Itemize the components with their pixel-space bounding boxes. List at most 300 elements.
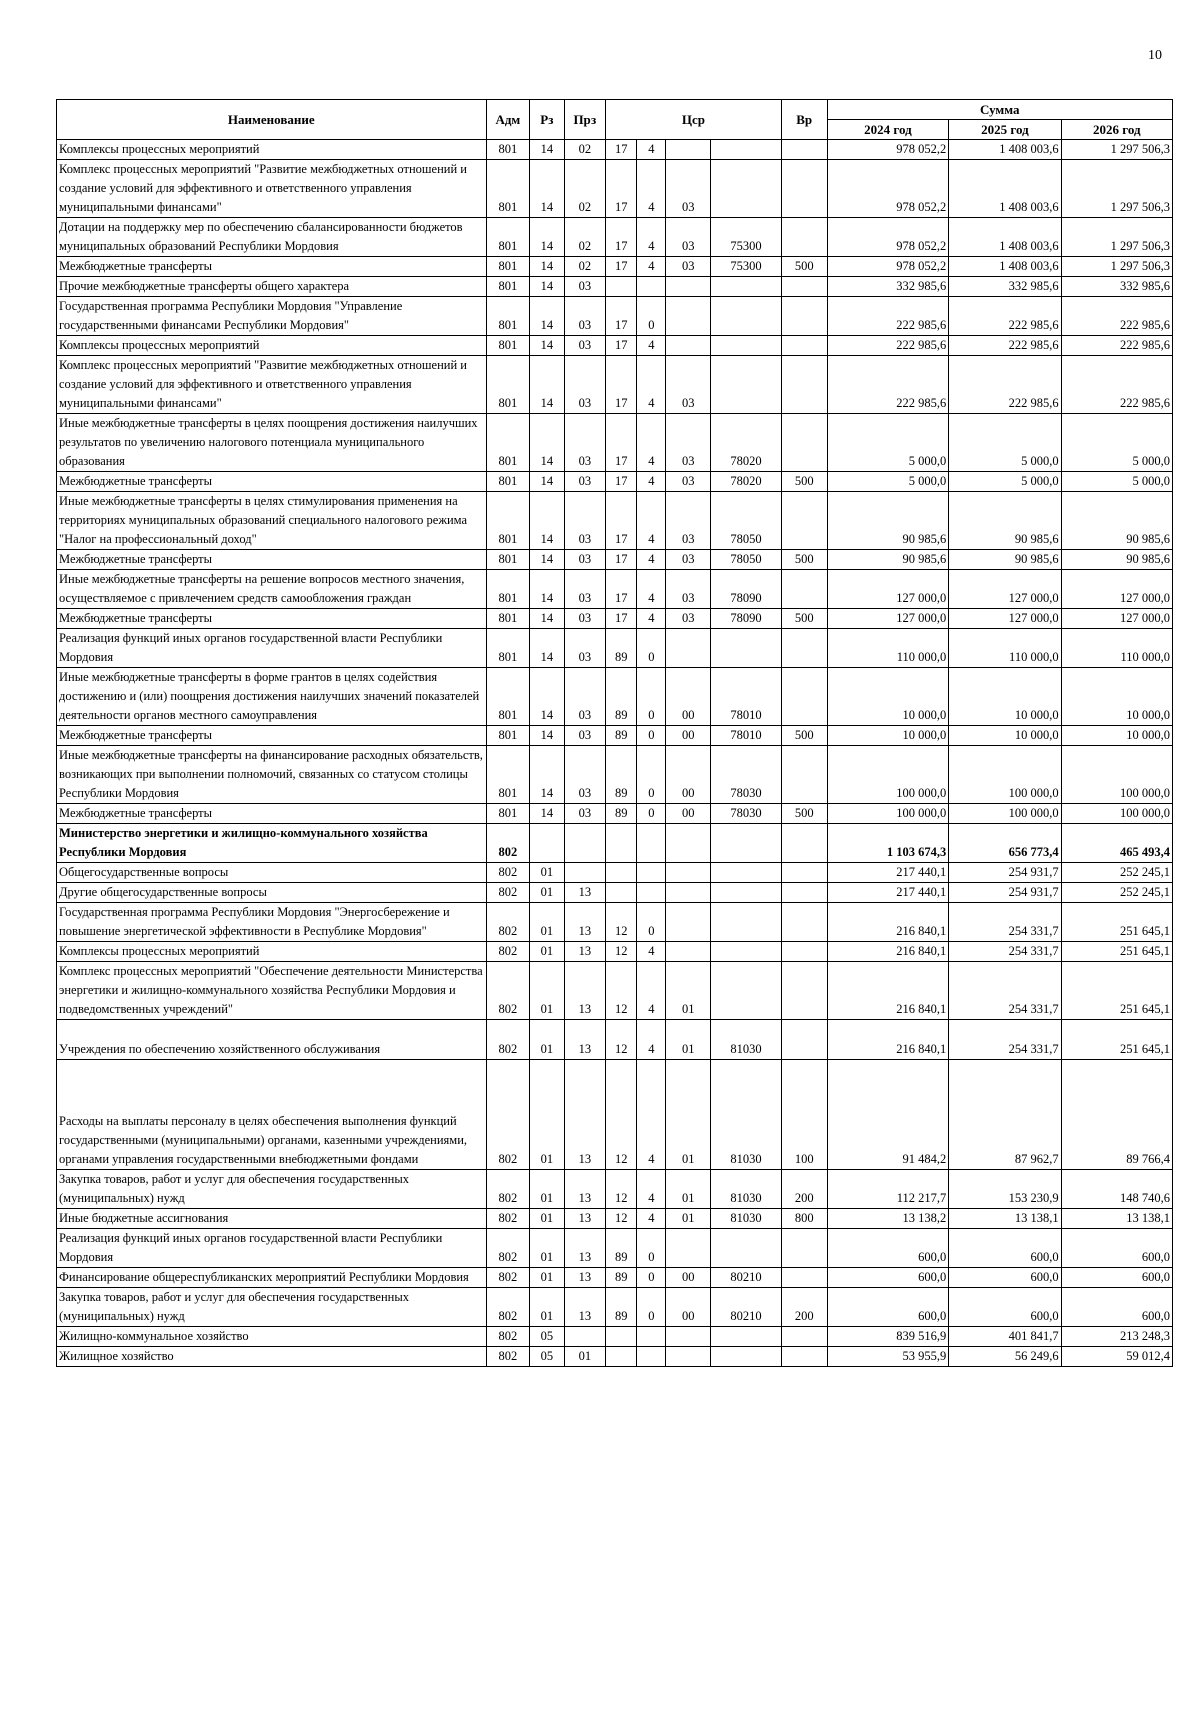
- row-sum-2025: 90 985,6: [949, 550, 1061, 570]
- row-sum-2025: 1 408 003,6: [949, 160, 1061, 218]
- table-row: [57, 356, 1173, 414]
- row-prz: 03: [564, 550, 606, 570]
- row-csr-structure: [666, 1327, 711, 1347]
- row-csr-program: 12: [606, 942, 637, 962]
- row-prz: 13: [564, 1288, 606, 1327]
- row-sum-2024: 10 000,0: [827, 668, 949, 726]
- row-csr-structure: [666, 824, 711, 863]
- row-csr-type: 0: [637, 804, 666, 824]
- row-sum-2025: 100 000,0: [949, 804, 1061, 824]
- row-sum-2025: 90 985,6: [949, 492, 1061, 550]
- row-sum-2025: 110 000,0: [949, 629, 1061, 668]
- row-sum-2026: 13 138,1: [1061, 1209, 1172, 1229]
- row-vr: [781, 668, 827, 726]
- row-vr: [781, 218, 827, 257]
- row-rz: 01: [530, 1060, 564, 1170]
- row-prz: 03: [564, 668, 606, 726]
- table-row: [57, 1288, 1173, 1327]
- row-csr-direction: [711, 629, 782, 668]
- row-prz: [564, 863, 606, 883]
- row-csr-type: 4: [637, 414, 666, 472]
- row-adm: 801: [486, 277, 530, 297]
- row-csr-structure: 01: [666, 1060, 711, 1170]
- row-rz: 01: [530, 1229, 564, 1268]
- row-csr-type: 4: [637, 160, 666, 218]
- row-sum-2024: 110 000,0: [827, 629, 949, 668]
- row-prz: 03: [564, 609, 606, 629]
- row-rz: 14: [530, 804, 564, 824]
- row-csr-direction: 78090: [711, 570, 782, 609]
- row-prz: 13: [564, 942, 606, 962]
- row-sum-2026: 10 000,0: [1061, 726, 1172, 746]
- row-sum-2025: 222 985,6: [949, 297, 1061, 336]
- row-sum-2025: 127 000,0: [949, 609, 1061, 629]
- row-csr-direction: 78090: [711, 609, 782, 629]
- row-prz: 01: [564, 1347, 606, 1367]
- row-rz: 05: [530, 1347, 564, 1367]
- row-prz: 03: [564, 472, 606, 492]
- row-csr-direction: 78010: [711, 726, 782, 746]
- row-csr-structure: [666, 903, 711, 942]
- row-name: Государственная программа Республики Мордовия "Управление государственными финансами Республики Мордовия": [57, 297, 487, 336]
- row-sum-2024: 222 985,6: [827, 297, 949, 336]
- row-csr-structure: 03: [666, 609, 711, 629]
- row-prz: 02: [564, 140, 606, 160]
- row-rz: 01: [530, 863, 564, 883]
- row-csr-structure: 00: [666, 746, 711, 804]
- row-csr-program: 17: [606, 160, 637, 218]
- row-sum-2024: 1 103 674,3: [827, 824, 949, 863]
- table-row: [57, 609, 1173, 629]
- row-adm: 802: [486, 1170, 530, 1209]
- row-prz: 03: [564, 804, 606, 824]
- row-csr-type: 4: [637, 257, 666, 277]
- row-vr: [781, 942, 827, 962]
- row-sum-2024: 600,0: [827, 1268, 949, 1288]
- row-sum-2026: 148 740,6: [1061, 1170, 1172, 1209]
- row-sum-2025: 10 000,0: [949, 726, 1061, 746]
- row-csr-structure: [666, 942, 711, 962]
- row-sum-2026: 100 000,0: [1061, 804, 1172, 824]
- table-row: [57, 746, 1173, 804]
- row-sum-2024: 978 052,2: [827, 257, 949, 277]
- row-rz: 14: [530, 277, 564, 297]
- row-csr-program: 12: [606, 962, 637, 1020]
- row-adm: 801: [486, 414, 530, 472]
- row-csr-structure: [666, 629, 711, 668]
- row-rz: 01: [530, 1020, 564, 1060]
- row-sum-2025: 1 408 003,6: [949, 140, 1061, 160]
- row-csr-structure: [666, 883, 711, 903]
- row-prz: 02: [564, 218, 606, 257]
- row-csr-direction: 81030: [711, 1209, 782, 1229]
- row-sum-2026: 252 245,1: [1061, 883, 1172, 903]
- row-csr-direction: 81030: [711, 1170, 782, 1209]
- row-sum-2026: 213 248,3: [1061, 1327, 1172, 1347]
- row-adm: 801: [486, 629, 530, 668]
- row-prz: 03: [564, 570, 606, 609]
- row-rz: 14: [530, 356, 564, 414]
- row-rz: 14: [530, 414, 564, 472]
- row-sum-2026: 600,0: [1061, 1288, 1172, 1327]
- row-csr-type: 4: [637, 472, 666, 492]
- row-prz: 13: [564, 1229, 606, 1268]
- row-sum-2024: 216 840,1: [827, 1020, 949, 1060]
- row-prz: [564, 1327, 606, 1347]
- row-csr-structure: 03: [666, 472, 711, 492]
- row-csr-type: 4: [637, 962, 666, 1020]
- row-csr-direction: 78030: [711, 746, 782, 804]
- row-sum-2026: 59 012,4: [1061, 1347, 1172, 1367]
- row-adm: 802: [486, 1347, 530, 1367]
- row-vr: [781, 570, 827, 609]
- table-row: [57, 257, 1173, 277]
- row-sum-2026: 100 000,0: [1061, 746, 1172, 804]
- row-name: Закупка товаров, работ и услуг для обеспечения государственных (муниципальных) нужд: [57, 1288, 487, 1327]
- row-sum-2024: 978 052,2: [827, 218, 949, 257]
- row-vr: [781, 1347, 827, 1367]
- row-csr-program: 17: [606, 570, 637, 609]
- table-row: [57, 863, 1173, 883]
- row-csr-direction: 81030: [711, 1020, 782, 1060]
- row-name: Финансирование общереспубликанских мероприятий Республики Мордовия: [57, 1268, 487, 1288]
- row-name: Межбюджетные трансферты: [57, 550, 487, 570]
- row-csr-direction: 78020: [711, 414, 782, 472]
- row-csr-type: 4: [637, 609, 666, 629]
- row-vr: [781, 414, 827, 472]
- row-vr: [781, 336, 827, 356]
- row-csr-program: 89: [606, 1268, 637, 1288]
- row-csr-structure: 01: [666, 1170, 711, 1209]
- row-name: Государственная программа Республики Мордовия "Энергосбережение и повышение энергетической эффективности в Республике Мордовия": [57, 903, 487, 942]
- row-rz: 14: [530, 297, 564, 336]
- row-sum-2025: 600,0: [949, 1288, 1061, 1327]
- table-row: [57, 414, 1173, 472]
- row-adm: 801: [486, 746, 530, 804]
- row-sum-2026: 10 000,0: [1061, 668, 1172, 726]
- row-adm: 801: [486, 492, 530, 550]
- row-rz: 14: [530, 140, 564, 160]
- row-sum-2025: 254 331,7: [949, 942, 1061, 962]
- header-name: Наименование: [57, 100, 487, 140]
- row-sum-2024: 100 000,0: [827, 804, 949, 824]
- header-sum: Сумма: [827, 100, 1172, 120]
- table-row: [57, 903, 1173, 942]
- row-adm: 801: [486, 609, 530, 629]
- row-csr-structure: 03: [666, 492, 711, 550]
- row-adm: 801: [486, 570, 530, 609]
- row-csr-direction: 75300: [711, 218, 782, 257]
- row-csr-direction: [711, 160, 782, 218]
- row-csr-structure: 03: [666, 570, 711, 609]
- row-sum-2026: 90 985,6: [1061, 550, 1172, 570]
- row-csr-structure: [666, 140, 711, 160]
- row-sum-2024: 216 840,1: [827, 942, 949, 962]
- row-sum-2025: 401 841,7: [949, 1327, 1061, 1347]
- table-row: [57, 629, 1173, 668]
- row-sum-2024: 600,0: [827, 1288, 949, 1327]
- row-name: Жилищно-коммунальное хозяйство: [57, 1327, 487, 1347]
- row-rz: 01: [530, 1288, 564, 1327]
- row-prz: 03: [564, 277, 606, 297]
- header-year-2024: 2024 год: [827, 120, 949, 140]
- table-row: [57, 550, 1173, 570]
- row-csr-type: 0: [637, 746, 666, 804]
- table-row: [57, 1327, 1173, 1347]
- row-csr-structure: [666, 1347, 711, 1367]
- row-rz: 14: [530, 218, 564, 257]
- row-csr-direction: [711, 1347, 782, 1367]
- row-sum-2025: 153 230,9: [949, 1170, 1061, 1209]
- row-csr-program: 12: [606, 1209, 637, 1229]
- row-prz: 02: [564, 257, 606, 277]
- row-csr-program: 89: [606, 629, 637, 668]
- row-csr-program: 17: [606, 140, 637, 160]
- row-csr-direction: [711, 277, 782, 297]
- row-sum-2026: 1 297 506,3: [1061, 160, 1172, 218]
- row-sum-2026: 251 645,1: [1061, 903, 1172, 942]
- row-sum-2026: 127 000,0: [1061, 609, 1172, 629]
- row-csr-direction: [711, 140, 782, 160]
- row-csr-program: [606, 824, 637, 863]
- row-sum-2024: 978 052,2: [827, 140, 949, 160]
- row-name: Жилищное хозяйство: [57, 1347, 487, 1367]
- row-sum-2024: 127 000,0: [827, 570, 949, 609]
- row-adm: 802: [486, 903, 530, 942]
- row-prz: 13: [564, 1209, 606, 1229]
- row-adm: 801: [486, 356, 530, 414]
- row-vr: 500: [781, 472, 827, 492]
- row-sum-2024: 10 000,0: [827, 726, 949, 746]
- row-rz: 05: [530, 1327, 564, 1347]
- row-sum-2024: 216 840,1: [827, 903, 949, 942]
- row-name: Другие общегосударственные вопросы: [57, 883, 487, 903]
- header-year-2026: 2026 год: [1061, 120, 1172, 140]
- row-csr-type: 4: [637, 942, 666, 962]
- row-prz: 13: [564, 962, 606, 1020]
- row-csr-direction: 75300: [711, 257, 782, 277]
- row-name: Реализация функций иных органов государственной власти Республики Мордовия: [57, 629, 487, 668]
- row-rz: 01: [530, 1170, 564, 1209]
- row-sum-2026: 252 245,1: [1061, 863, 1172, 883]
- row-csr-structure: [666, 1229, 711, 1268]
- row-csr-type: [637, 1327, 666, 1347]
- row-adm: 801: [486, 257, 530, 277]
- row-csr-structure: 01: [666, 1020, 711, 1060]
- row-sum-2026: 5 000,0: [1061, 472, 1172, 492]
- row-name: Иные межбюджетные трансферты в форме грантов в целях содействия достижению и (или) поощрения достижения наилучших значений показателей деятельности органов местного самоуправления: [57, 668, 487, 726]
- row-prz: 13: [564, 1268, 606, 1288]
- row-csr-type: 4: [637, 492, 666, 550]
- row-vr: [781, 1020, 827, 1060]
- row-rz: 14: [530, 336, 564, 356]
- row-prz: 03: [564, 356, 606, 414]
- row-csr-type: [637, 883, 666, 903]
- row-csr-structure: 01: [666, 962, 711, 1020]
- table-row: [57, 1347, 1173, 1367]
- row-adm: 802: [486, 1060, 530, 1170]
- row-csr-direction: [711, 336, 782, 356]
- row-csr-program: 17: [606, 356, 637, 414]
- row-csr-program: 89: [606, 746, 637, 804]
- row-vr: 500: [781, 804, 827, 824]
- row-adm: 801: [486, 218, 530, 257]
- row-csr-direction: 78030: [711, 804, 782, 824]
- row-rz: 01: [530, 883, 564, 903]
- row-prz: 13: [564, 883, 606, 903]
- table-row: [57, 160, 1173, 218]
- row-sum-2026: 222 985,6: [1061, 297, 1172, 336]
- row-csr-structure: 03: [666, 414, 711, 472]
- table-row: [57, 336, 1173, 356]
- row-csr-direction: [711, 297, 782, 336]
- row-adm: 801: [486, 336, 530, 356]
- row-vr: [781, 962, 827, 1020]
- row-vr: [781, 1327, 827, 1347]
- row-csr-type: 4: [637, 570, 666, 609]
- row-csr-direction: [711, 356, 782, 414]
- row-csr-program: 17: [606, 297, 637, 336]
- row-csr-program: [606, 1327, 637, 1347]
- row-adm: 802: [486, 1020, 530, 1060]
- row-vr: [781, 746, 827, 804]
- row-sum-2024: 600,0: [827, 1229, 949, 1268]
- row-csr-structure: 03: [666, 257, 711, 277]
- row-adm: 801: [486, 550, 530, 570]
- row-vr: [781, 1229, 827, 1268]
- row-csr-type: 4: [637, 356, 666, 414]
- row-rz: 14: [530, 257, 564, 277]
- table-row: [57, 1229, 1173, 1268]
- row-adm: 801: [486, 160, 530, 218]
- row-name: Комплекс процессных мероприятий "Развитие межбюджетных отношений и создание условий для эффективного и ответственного управления муниципальными финансами": [57, 160, 487, 218]
- page-number: 10: [1148, 48, 1162, 63]
- row-vr: 200: [781, 1288, 827, 1327]
- row-adm: 801: [486, 297, 530, 336]
- row-rz: 01: [530, 942, 564, 962]
- row-csr-direction: [711, 1229, 782, 1268]
- row-sum-2024: 5 000,0: [827, 472, 949, 492]
- row-sum-2025: 5 000,0: [949, 414, 1061, 472]
- row-sum-2024: 5 000,0: [827, 414, 949, 472]
- row-adm: 802: [486, 1327, 530, 1347]
- row-sum-2024: 216 840,1: [827, 962, 949, 1020]
- table-row: [57, 1268, 1173, 1288]
- row-name: Комплексы процессных мероприятий: [57, 942, 487, 962]
- row-sum-2025: 10 000,0: [949, 668, 1061, 726]
- row-name: Прочие межбюджетные трансферты общего характера: [57, 277, 487, 297]
- header-adm: Адм: [486, 100, 530, 140]
- row-csr-type: [637, 1347, 666, 1367]
- row-rz: 01: [530, 1209, 564, 1229]
- row-vr: [781, 629, 827, 668]
- table-row: [57, 218, 1173, 257]
- row-prz: 02: [564, 160, 606, 218]
- row-sum-2025: 100 000,0: [949, 746, 1061, 804]
- row-sum-2024: 100 000,0: [827, 746, 949, 804]
- header-prz: Прз: [564, 100, 606, 140]
- row-csr-program: 89: [606, 1288, 637, 1327]
- table-row: [57, 962, 1173, 1020]
- row-csr-type: 4: [637, 218, 666, 257]
- table-row: [57, 297, 1173, 336]
- row-name: Межбюджетные трансферты: [57, 472, 487, 492]
- row-prz: 13: [564, 1020, 606, 1060]
- row-rz: 14: [530, 550, 564, 570]
- row-vr: [781, 824, 827, 863]
- row-csr-direction: 78050: [711, 550, 782, 570]
- row-sum-2024: 127 000,0: [827, 609, 949, 629]
- row-csr-program: 17: [606, 492, 637, 550]
- row-adm: 802: [486, 863, 530, 883]
- row-sum-2024: 839 516,9: [827, 1327, 949, 1347]
- table-row: [57, 472, 1173, 492]
- row-sum-2025: 87 962,7: [949, 1060, 1061, 1170]
- row-sum-2026: 110 000,0: [1061, 629, 1172, 668]
- row-rz: 01: [530, 903, 564, 942]
- row-sum-2025: 254 331,7: [949, 903, 1061, 942]
- row-sum-2026: 222 985,6: [1061, 356, 1172, 414]
- row-sum-2025: 254 931,7: [949, 883, 1061, 903]
- row-name: Иные межбюджетные трансферты на решение вопросов местного значения, осуществляемое с привлечением средств самообложения граждан: [57, 570, 487, 609]
- row-sum-2024: 978 052,2: [827, 160, 949, 218]
- table-row: [57, 824, 1173, 863]
- row-prz: 13: [564, 1060, 606, 1170]
- row-csr-direction: 78020: [711, 472, 782, 492]
- row-rz: 01: [530, 962, 564, 1020]
- row-csr-direction: 78010: [711, 668, 782, 726]
- row-csr-direction: 81030: [711, 1060, 782, 1170]
- row-adm: 802: [486, 1229, 530, 1268]
- row-csr-type: 4: [637, 1170, 666, 1209]
- row-sum-2026: 600,0: [1061, 1229, 1172, 1268]
- row-vr: 500: [781, 550, 827, 570]
- row-sum-2025: 13 138,1: [949, 1209, 1061, 1229]
- row-csr-direction: [711, 942, 782, 962]
- row-name: Комплекс процессных мероприятий "Обеспечение деятельности Министерства энергетики и жилищно-коммунального хозяйства Республики Мордовия и подведомственных учреждений": [57, 962, 487, 1020]
- row-adm: 801: [486, 668, 530, 726]
- row-sum-2024: 332 985,6: [827, 277, 949, 297]
- row-sum-2026: 222 985,6: [1061, 336, 1172, 356]
- row-sum-2025: 656 773,4: [949, 824, 1061, 863]
- row-name: Межбюджетные трансферты: [57, 257, 487, 277]
- row-rz: 14: [530, 492, 564, 550]
- row-vr: 500: [781, 257, 827, 277]
- row-csr-type: 4: [637, 140, 666, 160]
- row-csr-structure: 03: [666, 218, 711, 257]
- row-csr-program: [606, 1347, 637, 1367]
- row-csr-structure: 00: [666, 668, 711, 726]
- row-rz: 14: [530, 570, 564, 609]
- row-adm: 802: [486, 962, 530, 1020]
- row-csr-program: 17: [606, 472, 637, 492]
- row-prz: 03: [564, 726, 606, 746]
- table-body: [57, 140, 1173, 1367]
- row-vr: [781, 492, 827, 550]
- row-adm: 801: [486, 140, 530, 160]
- row-rz: 14: [530, 160, 564, 218]
- row-name: Министерство энергетики и жилищно-коммунального хозяйства Республики Мордовия: [57, 824, 487, 863]
- budget-table: [56, 99, 1173, 1367]
- row-sum-2025: 56 249,6: [949, 1347, 1061, 1367]
- row-name: Комплексы процессных мероприятий: [57, 140, 487, 160]
- row-csr-program: 12: [606, 1060, 637, 1170]
- row-csr-direction: [711, 962, 782, 1020]
- row-csr-type: 0: [637, 903, 666, 942]
- row-sum-2026: 332 985,6: [1061, 277, 1172, 297]
- row-csr-structure: 03: [666, 356, 711, 414]
- row-sum-2026: 1 297 506,3: [1061, 218, 1172, 257]
